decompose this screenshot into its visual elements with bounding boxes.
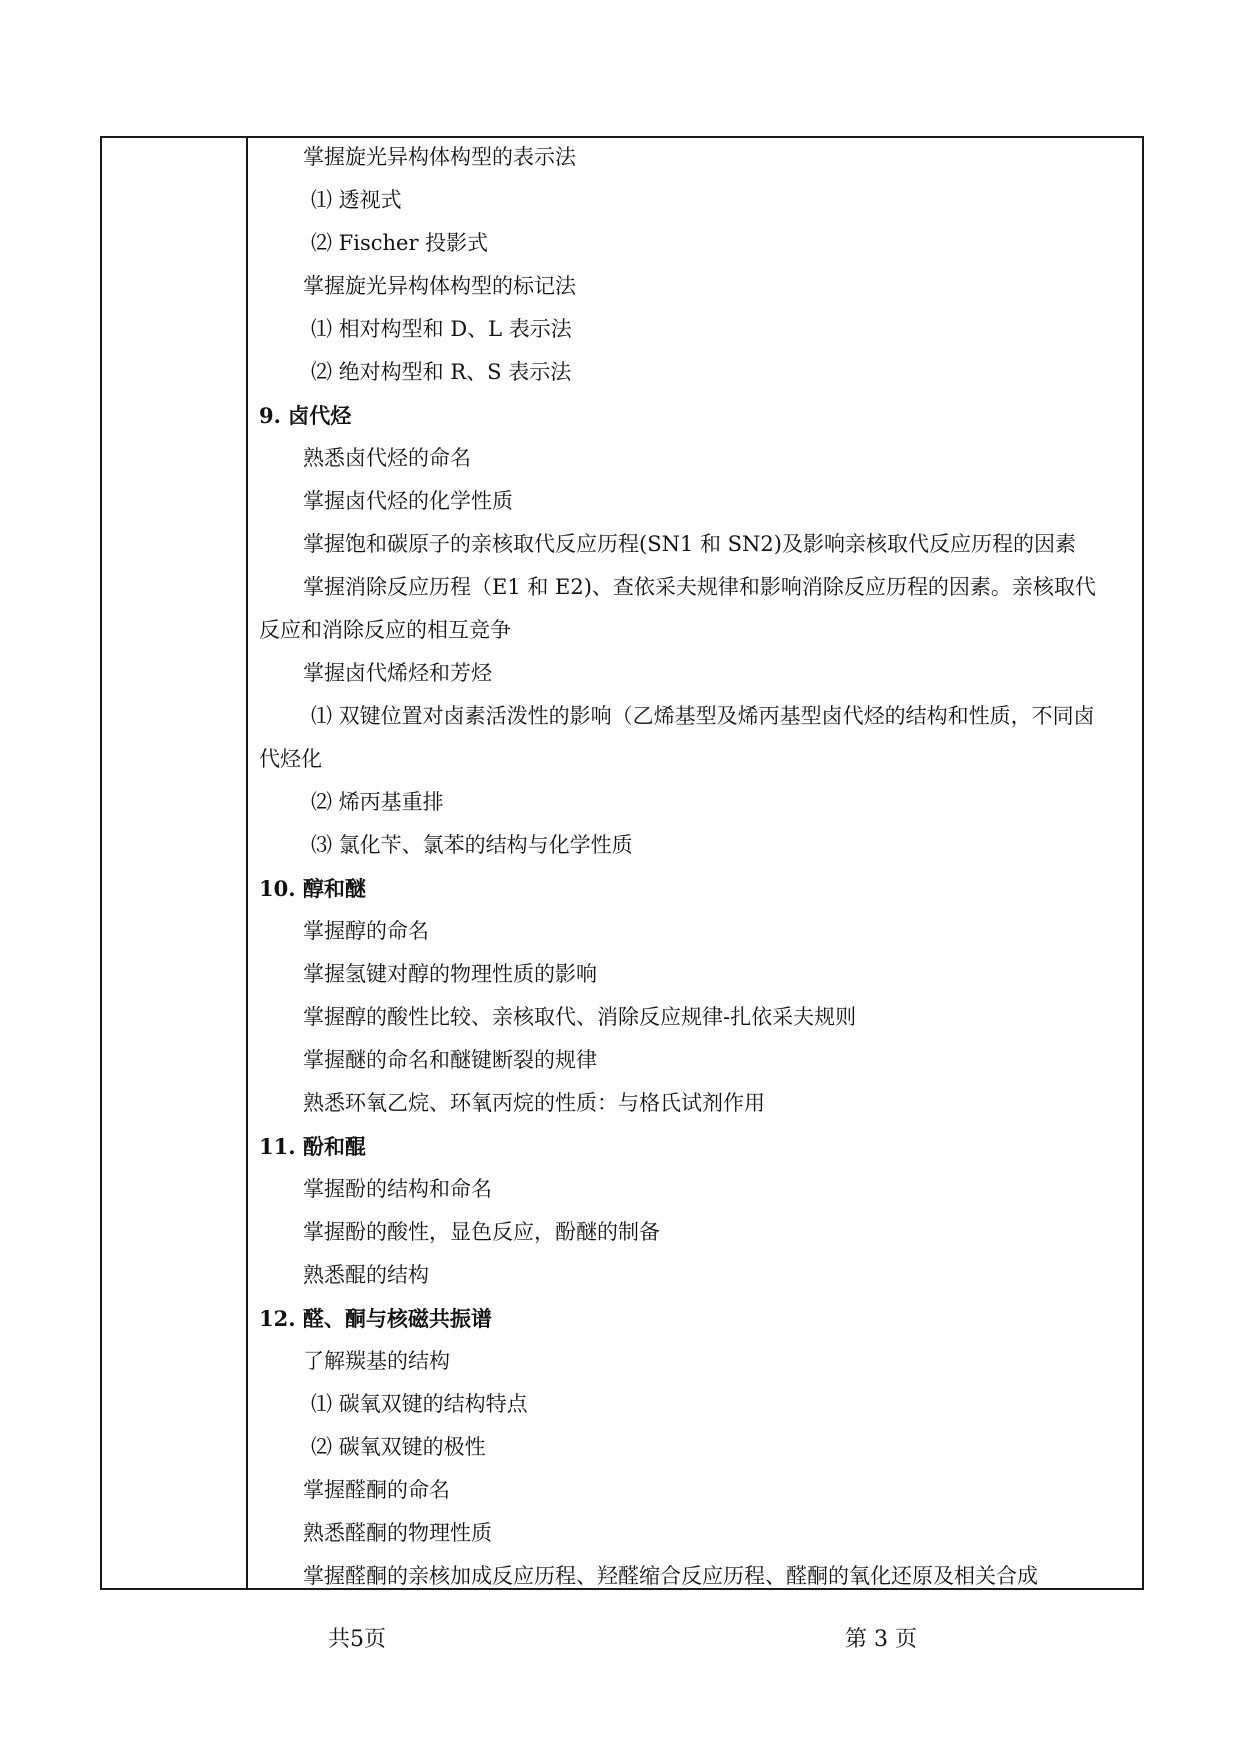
section-heading: 12. 醛、酮与核磁共振谱 [259,1306,492,1331]
total-pages: 共5页 [328,1627,386,1652]
syllabus-line: 掌握旋光异构体构型的标记法 [303,274,576,298]
syllabus-line: 掌握酚的结构和命名 [303,1177,492,1201]
syllabus-line: 掌握醇的酸性比较、亲核取代、消除反应规律-扎依采夫规则 [303,1005,857,1029]
syllabus-line: ⑴ 碳氧双键的结构特点 [311,1392,528,1416]
syllabus-line: ⑴ 相对构型和 D、L 表示法 [311,317,572,341]
page-number: 第 3 页 [845,1627,917,1652]
syllabus-line: 掌握醛酮的亲核加成反应历程、羟醛缩合反应历程、醛酮的氧化还原及相关合成 [303,1564,1038,1588]
syllabus-line: ⑴ 透视式 [311,188,402,212]
section-heading: 9. 卤代烃 [259,403,352,428]
section-heading: 11. 酚和醌 [259,1134,366,1159]
syllabus-content [250,136,1140,1598]
syllabus-line: 掌握醛酮的命名 [303,1478,450,1502]
syllabus-line: 熟悉醛酮的物理性质 [303,1521,492,1545]
syllabus-line: 反应和消除反应的相互竞争 [259,618,511,642]
syllabus-line: 掌握卤代烃的化学性质 [303,489,513,513]
column-divider [246,136,248,1590]
syllabus-line: ⑶ 氯化苄、氯苯的结构与化学性质 [311,833,633,857]
syllabus-line: 掌握旋光异构体构型的表示法 [303,145,576,169]
syllabus-line: 掌握醚的命名和醚键断裂的规律 [303,1048,597,1072]
syllabus-line: 了解羰基的结构 [303,1349,450,1373]
syllabus-line: 熟悉环氧乙烷、环氧丙烷的性质：与格氏试剂作用 [303,1091,765,1115]
syllabus-line: 掌握醇的命名 [303,919,429,943]
syllabus-line: 掌握氢键对醇的物理性质的影响 [303,962,597,986]
section-heading: 10. 醇和醚 [259,876,366,901]
syllabus-line: ⑵ 烯丙基重排 [311,790,444,814]
syllabus-line: ⑵ Fischer 投影式 [311,231,489,255]
syllabus-line: 熟悉醌的结构 [303,1263,429,1287]
syllabus-line: ⑴ 双键位置对卤素活泼性的影响（乙烯基型及烯丙基型卤代烃的结构和性质，不同卤 [311,704,1095,728]
syllabus-line: 代烃化 [259,747,322,771]
syllabus-line: 掌握消除反应历程（E1 和 E2)、查依采夫规律和影响消除反应历程的因素。亲核取代 [303,575,1096,599]
syllabus-line: 熟悉卤代烃的命名 [303,446,471,470]
syllabus-line: 掌握酚的酸性，显色反应，酚醚的制备 [303,1220,660,1244]
syllabus-line: ⑵ 碳氧双键的极性 [311,1435,486,1459]
syllabus-line: ⑵ 绝对构型和 R、S 表示法 [311,360,572,384]
left-column-empty [102,138,246,1588]
syllabus-line: 掌握饱和碳原子的亲核取代反应历程(SN1 和 SN2)及影响亲核取代反应历程的因素 [303,532,1076,556]
syllabus-line: 掌握卤代烯烃和芳烃 [303,661,492,685]
